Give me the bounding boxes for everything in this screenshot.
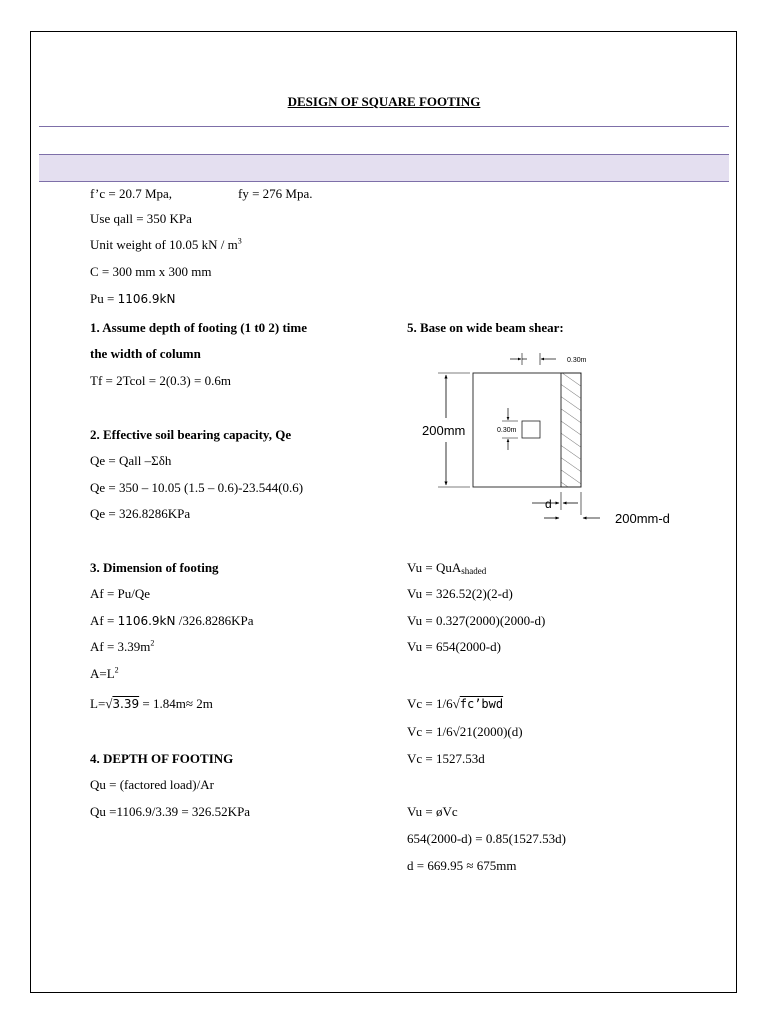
- vc-line2: Vc = 1/6√21(2000)(d): [407, 724, 523, 739]
- section1-line1: Tf = 2Tcol = 2(0.3) = 0.6m: [90, 373, 231, 388]
- given-unit-weight: Unit weight of 10.05 kN / $m^3$: [90, 236, 242, 252]
- section2-line2: Qe = 350 – 10.05 (1.5 – 0.6)-23.544(0.6): [90, 480, 304, 495]
- vu-line3: Vu = 0.327(2000)(2000-d): [407, 613, 546, 628]
- label-200mm: 200mm: [422, 423, 466, 438]
- given-fc: f’c = 20.7 Mpa,: [90, 186, 173, 201]
- vc-line1: Vc = 1/6√fc’bwd: [407, 696, 504, 711]
- section2-line1: Qe = Qall –Σδh: [90, 453, 172, 468]
- section1-heading-2: the width of column: [90, 346, 201, 361]
- header-rule: [39, 126, 729, 127]
- label-column-030m: 0.30m: [497, 427, 517, 434]
- vu-line4: Vu = 654(2000-d): [407, 639, 501, 654]
- eq-line1: Vu = øVc: [407, 804, 458, 819]
- column-square: [522, 421, 540, 438]
- section3-line2: Af = 1106.9kN /326.8286KPa: [90, 613, 254, 628]
- vu-line2: Vu = 326.52(2)(2-d): [407, 586, 513, 601]
- section5-heading: 5. Base on wide beam shear:: [407, 320, 564, 335]
- given-fy: fy = 276 Mpa.: [238, 186, 313, 201]
- section2-line3: Qe = 326.8286KPa: [90, 506, 191, 521]
- label-200mm-d: 200mm-d: [615, 511, 670, 526]
- section3-heading: 3. Dimension of footing: [90, 560, 219, 575]
- section3-line4: $A=L^2$: [90, 665, 119, 681]
- section3-line1: Af = Pu/Qe: [90, 586, 151, 601]
- label-top-030m: 0.30m: [567, 357, 587, 364]
- eq-line2: 654(2000-d) = 0.85(1527.53d): [407, 831, 566, 846]
- wide-beam-shear-diagram: [410, 340, 700, 535]
- header-band: [39, 154, 729, 182]
- section3-line5: L=√3.39 = 1.84m≈ 2m: [90, 696, 213, 711]
- shaded-region: [561, 373, 581, 487]
- given-column: C = 300 mm x 300 mm: [90, 264, 212, 279]
- vu-line1: Vu = QuA$_{shaded}$: [407, 560, 487, 576]
- section3-line3: $Af = 3.39m^2$: [90, 638, 155, 654]
- section4-line2: Qu =1106.9/3.39 = 326.52KPa: [90, 804, 251, 819]
- section4-heading: 4. DEPTH OF FOOTING: [90, 751, 234, 766]
- page-title: DESIGN OF SQUARE FOOTING: [287, 94, 481, 109]
- given-qall: Use qall = 350 KPa: [90, 211, 192, 226]
- vc-line3: Vc = 1527.53d: [407, 751, 485, 766]
- section4-line1: Qu = (factored load)/Ar: [90, 777, 214, 792]
- given-pu: Pu = 1106.9kN: [90, 291, 176, 306]
- section1-heading-1: 1. Assume depth of footing (1 t0 2) time: [90, 320, 308, 335]
- label-d: d: [545, 497, 552, 511]
- section2-heading: 2. Effective soil bearing capacity, Qe: [90, 427, 292, 442]
- eq-line3: d = 669.95 ≈ 675mm: [407, 858, 517, 873]
